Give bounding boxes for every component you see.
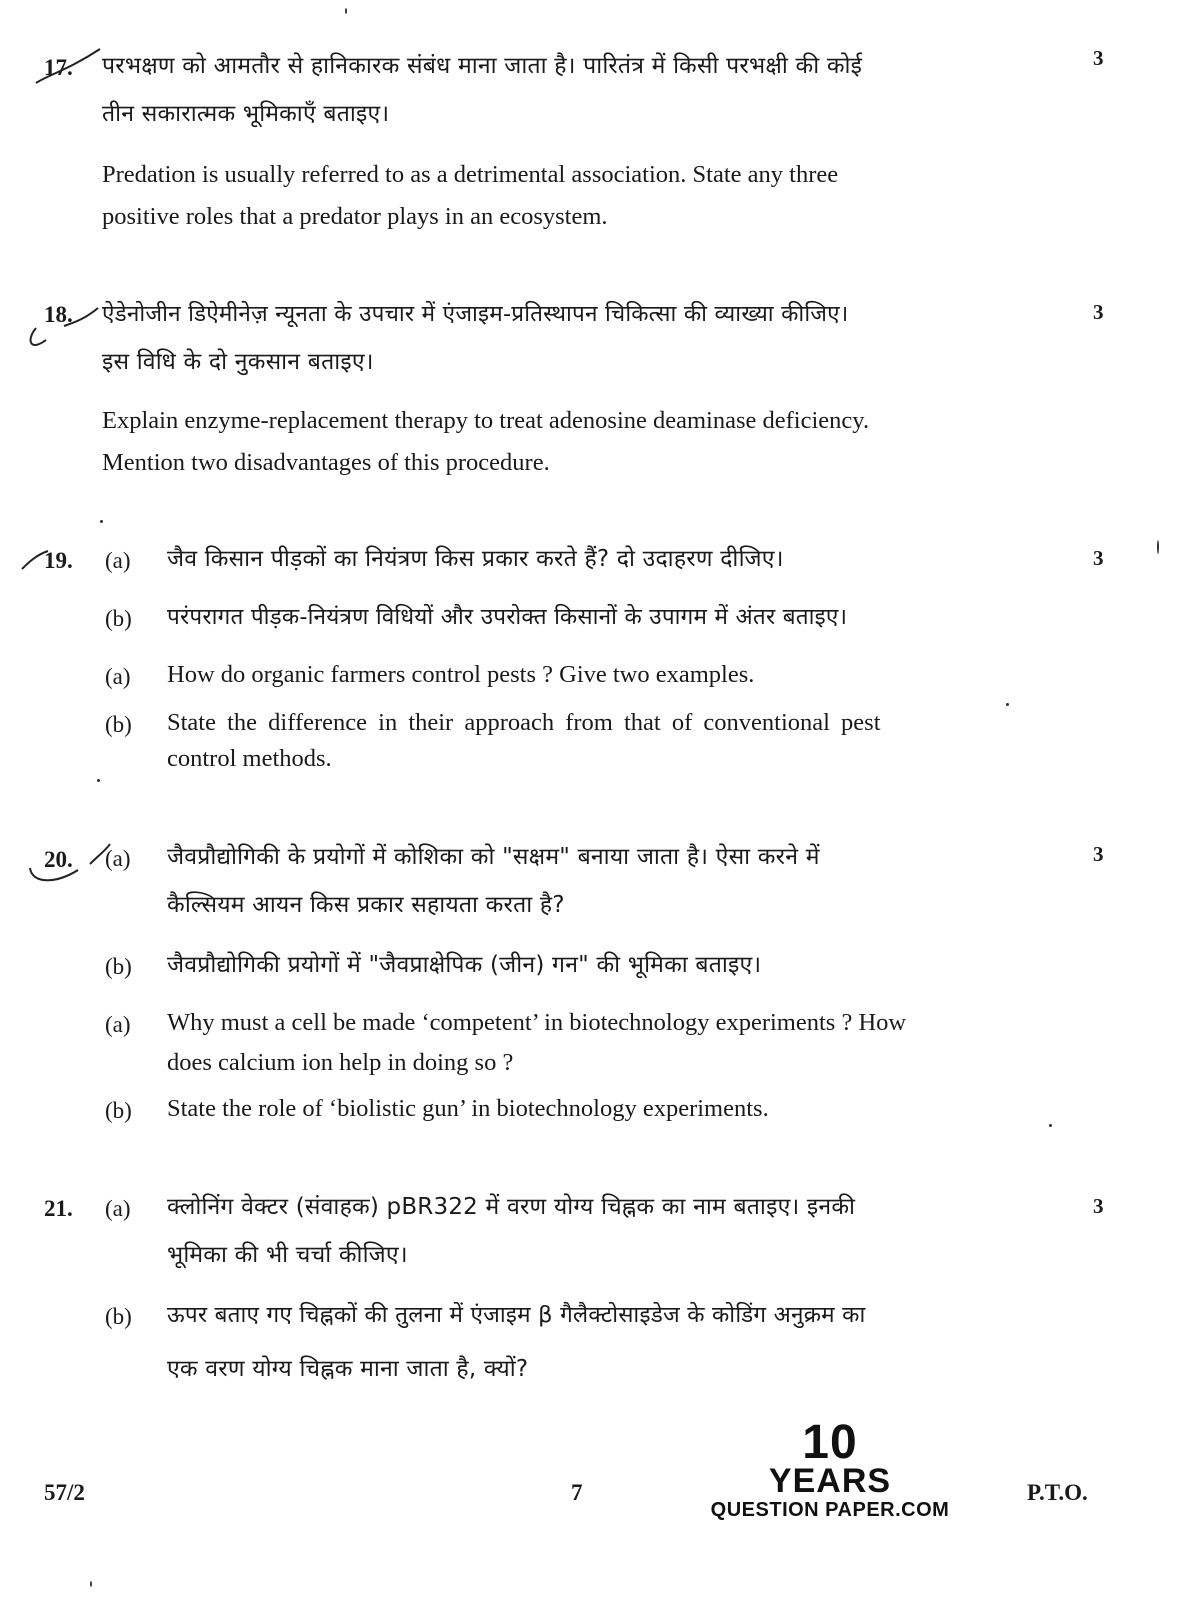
hindi-line: एक वरण योग्य चिह्नक माना जाता है, क्यों? bbox=[167, 1356, 529, 1382]
english-line: Why must a cell be made ‘competent’ in biotechnology experiments ? How bbox=[167, 1009, 907, 1036]
handwritten-tick-mark bbox=[18, 545, 58, 585]
english-part-b bbox=[167, 702, 1047, 780]
english-line: Mention two disadvantages of this procedure. bbox=[102, 449, 550, 476]
english-line: Explain enzyme-replacement therapy to treat adenosine deaminase deficiency. bbox=[102, 407, 870, 434]
hindi-part-b bbox=[167, 1291, 1067, 1393]
hindi-line: कैल्सियम आयन किस प्रकार सहायता करता है? bbox=[167, 892, 565, 918]
english-part-b bbox=[167, 1088, 1047, 1130]
english-part-a bbox=[167, 654, 1047, 696]
question-number: 20. bbox=[44, 847, 73, 872]
hindi-part-a bbox=[167, 1183, 1047, 1279]
part-label: (a) bbox=[105, 1196, 131, 1221]
question-number: 19. bbox=[44, 548, 73, 573]
hindi-part-a bbox=[167, 535, 1047, 583]
english-line: State the difference in their approach from that of conventional pest bbox=[167, 709, 881, 736]
hindi-line: इस विधि के दो नुकसान बताइए। bbox=[102, 349, 374, 375]
question-number: 21. bbox=[44, 1196, 73, 1221]
scan-speck bbox=[100, 520, 103, 523]
part-label: (a) bbox=[105, 846, 131, 871]
part-label: (b) bbox=[105, 606, 132, 631]
question-marks: 3 bbox=[1093, 300, 1104, 324]
part-label: (a) bbox=[105, 1012, 131, 1037]
hindi-part-b bbox=[167, 593, 1067, 641]
scan-speck bbox=[345, 8, 347, 14]
hindi-text bbox=[102, 42, 1032, 138]
part-label: (b) bbox=[105, 1098, 132, 1123]
question-marks: 3 bbox=[1093, 546, 1104, 570]
hindi-text bbox=[102, 290, 1062, 386]
english-line: does calcium ion help in doing so ? bbox=[167, 1049, 514, 1076]
part-label: (a) bbox=[105, 664, 131, 689]
pto-label: P.T.O. bbox=[1027, 1480, 1088, 1505]
handwritten-tick-mark bbox=[22, 840, 112, 890]
hindi-part-b bbox=[167, 941, 1047, 989]
page-number: 7 bbox=[571, 1480, 583, 1505]
english-line: control methods. bbox=[167, 745, 332, 772]
scan-speck bbox=[97, 779, 100, 782]
hindi-line: ऊपर बताए गए चिह्नकों की तुलना में एंजाइम β गैलैक्टोसाइडेज के कोडिंग अनुक्रम का bbox=[167, 1302, 866, 1328]
handwritten-tick-mark bbox=[28, 45, 108, 90]
scan-speck bbox=[1157, 540, 1159, 554]
hindi-line: जैवप्रौद्योगिकी प्रयोगों में "जैवप्राक्षेपिक (जीन) गन" की भूमिका बताइए। bbox=[167, 952, 762, 978]
part-label: (a) bbox=[105, 548, 131, 573]
handwritten-tick-mark bbox=[24, 300, 104, 355]
part-label: (b) bbox=[105, 954, 132, 979]
part-label: (b) bbox=[105, 712, 132, 737]
question-marks: 3 bbox=[1093, 842, 1104, 866]
question-number: 18. bbox=[44, 302, 73, 327]
hindi-part-a bbox=[167, 833, 1047, 929]
english-line: positive roles that a predator plays in an ecosystem. bbox=[102, 203, 608, 230]
question-marks: 3 bbox=[1093, 1194, 1104, 1218]
hindi-line: परभक्षण को आमतौर से हानिकारक संबंध माना जाता है। पारितंत्र में किसी परभक्षी की कोई bbox=[102, 53, 863, 79]
hindi-line: तीन सकारात्मक भूमिकाएँ बताइए। bbox=[102, 101, 390, 127]
hindi-line: जैव किसान पीड़कों का नियंत्रण किस प्रकार करते हैं? दो उदाहरण दीजिए। bbox=[167, 546, 784, 572]
watermark-site: QUESTION PAPER.COM bbox=[710, 1499, 950, 1521]
scan-speck bbox=[90, 1581, 92, 1587]
english-line: How do organic farmers control pests ? Give two examples. bbox=[167, 661, 755, 688]
english-text bbox=[102, 400, 1042, 484]
scan-speck bbox=[1006, 703, 1009, 706]
question-marks: 3 bbox=[1093, 46, 1104, 70]
english-line: State the role of ‘biolistic gun’ in biotechnology experiments. bbox=[167, 1095, 769, 1122]
question-number: 17. bbox=[44, 55, 73, 80]
hindi-line: जैवप्रौद्योगिकी के प्रयोगों में कोशिका को "सक्षम" बनाया जाता है। ऐसा करने में bbox=[167, 844, 820, 870]
part-label: (b) bbox=[105, 1304, 132, 1329]
english-line: Predation is usually referred to as a detrimental association. State any three bbox=[102, 161, 839, 188]
paper-code: 57/2 bbox=[44, 1480, 85, 1505]
watermark-number: 10 bbox=[802, 1416, 858, 1469]
scan-speck bbox=[1049, 1124, 1052, 1127]
hindi-line: ऐडेनोजीन डिऐमीनेज़ न्यूनता के उपचार में एंजाइम-प्रतिस्थापन चिकित्सा की व्याख्या कीजिए। bbox=[102, 301, 849, 327]
hindi-line: भूमिका की भी चर्चा कीजिए। bbox=[167, 1242, 408, 1268]
english-part-a bbox=[167, 1002, 1047, 1084]
hindi-line: परंपरागत पीड़क-नियंत्रण विधियों और उपरोक्त किसानों के उपागम में अंतर बताइए। bbox=[167, 604, 848, 630]
english-text bbox=[102, 154, 1032, 238]
watermark-logo bbox=[700, 1416, 960, 1522]
watermark-years: YEARS bbox=[768, 1462, 892, 1500]
hindi-line: क्लोनिंग वेक्टर (संवाहक) pBR322 में वरण योग्य चिह्नक का नाम बताइए। इनकी bbox=[167, 1194, 856, 1220]
